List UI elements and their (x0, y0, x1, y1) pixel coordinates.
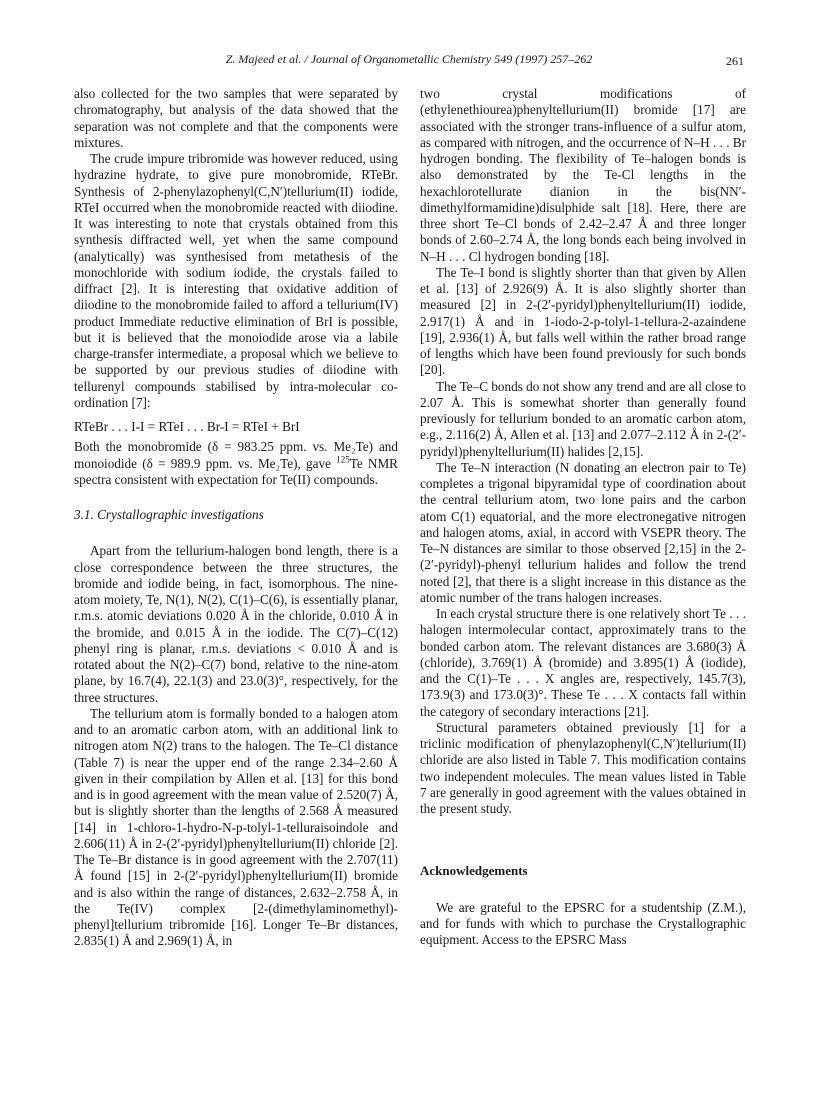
paragraph-nmr (74, 439, 398, 488)
left-column (74, 86, 398, 950)
paragraph: also collected for the two samples that were separated by chromatography, but analysis of the data showed that the separation was not complete and that the components were mixtures. (74, 86, 398, 150)
paragraph: two crystal modifications of (ethylenethiourea)phenyltellurium(II) bromide [17] are associated with the stronger trans-influence of a sulfur atom, as compared with nitrogen, and the occurrence of N–H . . . Br hydrogen bonding. The flexibility of Te–halogen bonds is also demonstrated by the Te-Cl lengths in the hexachlorotellurate dianion in the bis(NN′-dimethylformamidine)disulphide salt [18]. Here, there are three short Te–Cl bonds of 2.42–2.47 Å and three longer bonds of 2.60–2.74 Å, the long bonds each being involved in N–H . . . Cl hydrogen bonding [18]. (420, 86, 746, 264)
paragraph: The crude impure tribromide was however reduced, using hydrazine hydrate, to give pure monobromide, RTeBr. Synthesis of 2-phenylazophenyl(C,N′)tellurium(II) iodide, RTeI occurred when the monobromide reacted with diiodine. It was interesting to note that crystals obtained from this synthesis diffracted well, yet when the same compound (analytically) was synthesised from metathesis of the monochloride with sodium iodide, the crystals failed to diffract [2]. It is interesting that oxidative addition of diiodine to the monobromide failed to afford a tellurium(IV) product Immediate reductive elimination of BrI is possible, but it is believed that the monoiodide arose via a labile charge-transfer intermediate, a proposal which we believe to be supported by our previous studies of diiodine with tellurenyl compounds stabilised by intra-molecular co-ordination [7]: (74, 151, 398, 410)
nmr-text: Both the monobromide (δ = 983.25 ppm. vs. Me₂Te) and monoiodide (δ = 989.9 ppm. vs. Me₂Te), gave (74, 439, 398, 471)
running-head: Z. Majeed et al. / Journal of Organometallic Chemistry 549 (1997) 257–262 (225, 52, 593, 66)
paragraph: The Te–C bonds do not show any trend and are all close to 2.07 Å. This is somewhat shorter than generally found previously for tellurium bonded to an aromatic carbon atom, e.g., 2.116(2) Å, Allen et al. [13] and 2.077–2.112 Å in 2-(2′-pyridyl)phenyltellurium(II) halides [2,15]. (420, 378, 746, 459)
paragraph: Apart from the tellurium-halogen bond length, there is a close correspondence between the three structures, the bromide and iodide being, in fact, isomorphous. The nine-atom moiety, Te, N(1), N(2), C(1)–C(6), is essentially planar, r.m.s. atomic deviations 0.020 Å in the chloride, 0.010 Å in the bromide, and 0.015 Å in the iodide. The C(7)–C(12) phenyl ring is planar, r.m.s. deviations < 0.010 Å and is rotated about the N(2)–C(7) bond, relative to the nine-atom plane, by 16.7(4), 22.1(3) and 23.0(3)°, respectively, for the three structures. (74, 543, 398, 705)
acknowledgements-heading: Acknowledgements (420, 863, 528, 879)
paragraph: In each crystal structure there is one relatively short Te . . . halogen intermolecular contact, approximately trans to the bonded carbon atom. The relevant distances are 3.680(3) Å (chloride), 3.769(1) Å (bromide) and 3.895(1) Å (iodide), and the C(1)–Te . . . X angles are, respectively, 145.7(3), 173.9(3) and 173.0(3)°. These Te . . . X contacts fall within the category of secondary interactions [21]. (420, 606, 746, 719)
reaction-equation: RTeBr . . . I-I = RTeI . . . Br-I = RTeI + BrI (74, 419, 300, 434)
right-column (420, 86, 746, 948)
page-number: 261 (726, 54, 744, 68)
paragraph: The Te–N interaction (N donating an electron pair to Te) completes a trigonal bipyramidal type of coordination about the central tellurium atom, two lone pairs and the carbon atom C(1) equatorial, and the more electronegative nitrogen and halogen atoms, axial, in accord with VSEPR theory. The Te–N distances are similar to those observed [2,15] in the 2-(2′-pyridyl)-phenyl tellurium halides and follow the trend noted [2], that there is a slight increase in this distance as the atomic number of the trans halogen increases. (420, 459, 746, 605)
section-gap (420, 817, 746, 863)
paragraph: The tellurium atom is formally bonded to a halogen atom and to an aromatic carbon atom, with an additional link to nitrogen atom N(2) trans to the halogen. The Te–Cl distance (Table 7) is near the upper end of the range 2.34–2.60 Å given in their compilation by Allen et al. [13] for this bond and is in good agreement with the mean value of 2.520(7) Å, but is slightly shorter than the lengths of 2.568 Å measured [14] in 1-chloro-1-hydro-N-p-tolyl-1-telluraisoindole and 2.606(11) Å in 2-(2′-pyridyl)phenyltellurium(II) chloride [2]. The Te–Br distance is in good agreement with the 2.707(11) Å found [15] in 2-(2′-pyridyl)phenyltellurium(II) bromide and is also within the range of distances, 2.632–2.758 Å, in the Te(IV) complex [2-(dimethylaminomethyl)-phenyl]tellurium tribromide [16]. Longer Te–Br distances, 2.835(1) Å and 2.969(1) Å, in (74, 705, 398, 949)
page-header (74, 52, 744, 72)
acknowledgements-text: We are grateful to the EPSRC for a studentship (Z.M.), and for funds with which to purchase the Crystallographic equipment. Access to the EPSRC Mass (420, 899, 746, 947)
paragraph: The Te–I bond is slightly shorter than that given by Allen et al. [13] of 2.926(9) Å. It is also slightly shorter than measured [2] in 2-(2′-pyridyl)phenyltellurium(II) iodide, 2.917(1) Å and in 1-iodo-2-p-tolyl-1-tellura-2-azaindene [19], 2.936(1) Å, but falls well within the rather broad range of lengths which have been found previously for such bonds [20]. (420, 264, 746, 378)
section-heading: 3.1. Crystallographic investigations (74, 507, 264, 522)
nmr-text-tail: Te NMR spectra consistent with expectation for Te(II) compounds. (74, 455, 398, 487)
isotope-superscript: 125 (336, 454, 350, 465)
paragraph: Structural parameters obtained previously [1] for a triclinic modification of phenylazophenyl(C,N′)tellurium(II) chloride are also listed in Table 7. This modification contains two independent molecules. The mean values listed in Table 7 are generally in good agreement with the values obtained in the present study. (420, 719, 746, 816)
